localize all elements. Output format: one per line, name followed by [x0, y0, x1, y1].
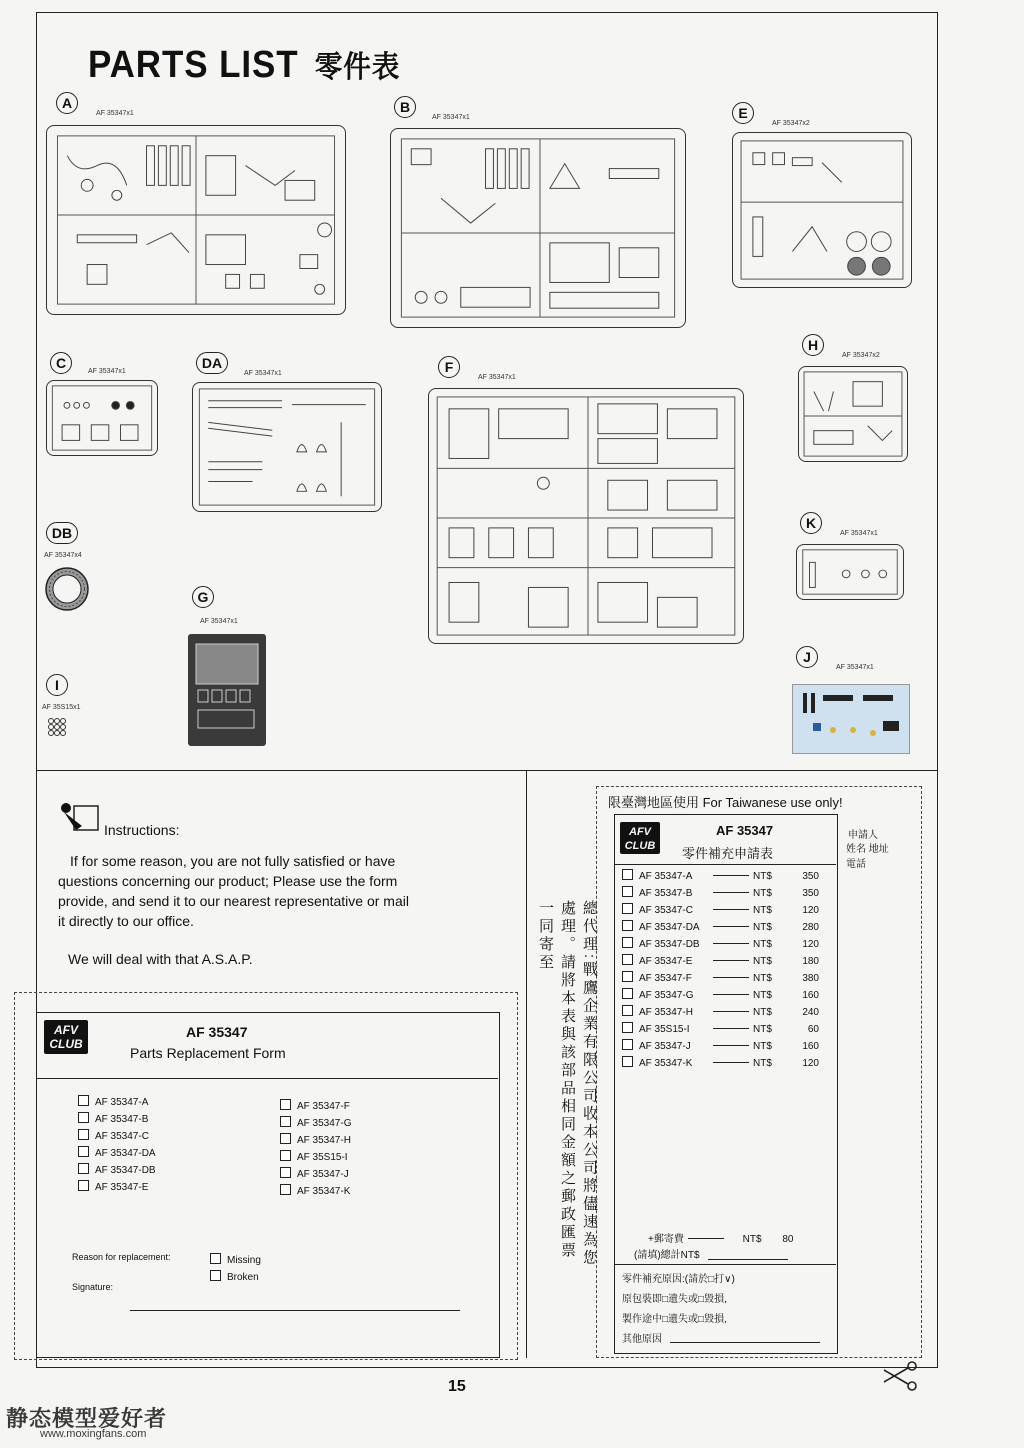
checkbox[interactable] — [622, 903, 633, 914]
item-label: AF 35347-B — [95, 1114, 149, 1125]
sprue-e-drawing — [733, 133, 911, 287]
tw-item-line — [713, 1028, 749, 1029]
tw-item-currency: NT$ — [753, 1007, 772, 1018]
tw-item-line — [713, 977, 749, 978]
item-label: AF 35347-C — [95, 1131, 149, 1142]
sprue-letter-a: A — [56, 92, 78, 114]
checkbox[interactable] — [280, 1184, 291, 1195]
item-label: AF 35347-J — [297, 1169, 349, 1180]
sprue-da-diagram — [192, 382, 382, 512]
form-item-h[interactable] — [280, 1133, 351, 1146]
sprue-g-diagram — [188, 634, 266, 746]
sprue-a-drawing — [47, 126, 345, 314]
tw-form-title: 零件補充申請表 — [682, 846, 774, 861]
checkbox[interactable] — [622, 886, 633, 897]
checkbox[interactable] — [622, 1056, 633, 1067]
tw-item-row[interactable] — [622, 971, 819, 984]
checkbox[interactable] — [622, 920, 633, 931]
sprue-b-diagram — [390, 128, 686, 328]
watermark-logo: 静态模型爱好者 — [6, 1406, 168, 1431]
sprue-c-drawing — [47, 381, 157, 455]
reason-broken[interactable] — [210, 1270, 259, 1283]
sprue-code-da: AF 35347x1 — [244, 370, 282, 377]
checkbox[interactable] — [622, 869, 633, 880]
checkbox[interactable] — [78, 1112, 89, 1123]
checkbox[interactable] — [280, 1133, 291, 1144]
tw-afv-club-logo — [620, 822, 660, 854]
checkbox[interactable] — [622, 988, 633, 999]
tw-item-line — [713, 960, 749, 961]
sprue-e-diagram — [732, 132, 912, 288]
tw-item-line — [713, 943, 749, 944]
tw-item-currency: NT$ — [753, 922, 772, 933]
instructions-body — [58, 851, 498, 969]
section-divider — [36, 770, 938, 771]
tw-item-row[interactable] — [622, 937, 819, 950]
form-item-b[interactable] — [78, 1112, 148, 1125]
tw-item-code: AF 35347-DB — [639, 939, 700, 950]
tw-item-price: 180 — [802, 956, 819, 967]
afv-club-logo — [44, 1020, 88, 1054]
tw-item-currency: NT$ — [753, 939, 772, 950]
checkbox[interactable] — [622, 1005, 633, 1016]
logo-top-text: AFV — [54, 1023, 78, 1037]
tw-item-price: 120 — [802, 939, 819, 950]
broken-label: Broken — [227, 1272, 259, 1283]
sprue-k-diagram — [796, 544, 904, 600]
sprue-code-e: AF 35347x2 — [772, 120, 810, 127]
tw-item-price: 60 — [807, 1024, 819, 1035]
tw-item-line — [713, 994, 749, 995]
sprue-code-g: AF 35347x1 — [200, 618, 238, 625]
postage-currency: NT$ — [742, 1234, 762, 1245]
tw-item-row[interactable] — [622, 869, 819, 882]
form-item-e[interactable] — [78, 1180, 148, 1193]
sprue-h-diagram — [798, 366, 908, 462]
sprue-code-db: AF 35347x4 — [44, 552, 82, 559]
sprue-da-drawing — [193, 383, 381, 511]
signature-label: Signature: — [72, 1282, 114, 1292]
tw-item-code: AF 35347-J — [639, 1041, 691, 1052]
tw-postage-row — [648, 1230, 793, 1245]
sprue-f-drawing — [429, 389, 743, 643]
instructions-line-2: questions concerning our product; Please use the form — [58, 873, 398, 889]
tw-reason-1: 零件補充原因:(請於□打∨) — [622, 1274, 735, 1285]
form-title: Parts Replacement Form — [130, 1045, 286, 1061]
sprue-letter-g: G — [192, 586, 214, 608]
tw-item-currency: NT$ — [753, 1041, 772, 1052]
checkbox[interactable] — [280, 1150, 291, 1161]
form-item-j[interactable] — [280, 1167, 349, 1180]
tw-item-code: AF 35347-B — [639, 888, 693, 899]
tw-item-line — [713, 926, 749, 927]
tw-item-line — [713, 892, 749, 893]
logo-bottom-text: CLUB — [49, 1037, 83, 1051]
tw-item-row[interactable] — [622, 1022, 819, 1035]
wheel-drawing — [44, 566, 90, 612]
sprue-db-diagram — [44, 566, 90, 612]
tw-item-currency: NT$ — [753, 905, 772, 916]
title-en: PARTS LIST — [88, 44, 299, 86]
tw-applicant-label: 申請人 — [848, 830, 878, 841]
form-item-a[interactable] — [78, 1095, 148, 1108]
form-item-f[interactable] — [280, 1099, 350, 1112]
decal-sheet-drawing — [793, 685, 909, 753]
tw-item-price: 350 — [802, 888, 819, 899]
signature-line[interactable] — [130, 1310, 460, 1311]
total-label: (請填)總計NT$ — [634, 1250, 700, 1261]
item-label: AF 35347-DA — [95, 1148, 156, 1159]
item-label: AF 35347-DB — [95, 1165, 156, 1176]
checkbox[interactable] — [78, 1095, 89, 1106]
sprue-c-diagram — [46, 380, 158, 456]
instructions-line-5: We will deal with that A.S.A.P. — [68, 951, 253, 967]
page-title — [88, 42, 400, 87]
item-label: AF 35347-E — [95, 1182, 149, 1193]
tw-other-reason-line[interactable] — [670, 1342, 820, 1343]
tw-item-row[interactable] — [622, 886, 819, 899]
form-item-k[interactable] — [280, 1184, 350, 1197]
sprue-letter-b: B — [394, 96, 416, 118]
tw-item-price: 160 — [802, 990, 819, 1001]
tw-item-code: AF 35347-E — [639, 956, 693, 967]
tw-item-row[interactable] — [622, 954, 819, 967]
tw-item-line — [713, 1011, 749, 1012]
watermark-url: www.moxingfans.com — [40, 1428, 147, 1440]
tw-item-price: 350 — [802, 871, 819, 882]
checkbox[interactable] — [622, 937, 633, 948]
tw-item-code: AF 35347-F — [639, 973, 692, 984]
sprue-i-diagram — [46, 716, 68, 738]
tw-logo-top-text: AFV — [629, 826, 651, 838]
tw-reason-divider — [614, 1264, 836, 1265]
tw-item-price: 120 — [802, 1058, 819, 1069]
sprue-f-diagram — [428, 388, 744, 644]
tw-total-row[interactable] — [634, 1246, 788, 1261]
tw-item-code: AF 35347-G — [639, 990, 694, 1001]
item-label: AF 35347-H — [297, 1135, 351, 1146]
agent-notice — [534, 900, 600, 1270]
tw-banner: 限臺灣地區使用 For Taiwanese use only! — [608, 795, 843, 810]
chain-drawing — [46, 716, 68, 738]
tw-item-price: 160 — [802, 1041, 819, 1052]
tw-item-row[interactable] — [622, 988, 819, 1001]
tw-item-code: AF 35347-H — [639, 1007, 693, 1018]
checkbox[interactable] — [280, 1167, 291, 1178]
checkbox[interactable] — [280, 1116, 291, 1127]
tw-item-currency: NT$ — [753, 888, 772, 899]
form-item-db[interactable] — [78, 1163, 156, 1176]
sprue-code-a: AF 35347x1 — [96, 110, 134, 117]
sprue-letter-i: I — [46, 674, 68, 696]
tw-item-currency: NT$ — [753, 973, 772, 984]
form-kit-number: AF 35347 — [186, 1024, 248, 1040]
form-item-i[interactable] — [280, 1150, 348, 1163]
postage-value: 80 — [782, 1234, 794, 1245]
sprue-letter-da: DA — [196, 352, 228, 374]
postage-line — [688, 1238, 724, 1239]
tw-applicant-fields: 姓名 地址 電話 — [846, 844, 889, 870]
checkbox[interactable] — [280, 1099, 291, 1110]
form-item-g[interactable] — [280, 1116, 351, 1129]
checkbox[interactable] — [210, 1253, 221, 1264]
reason-missing[interactable] — [210, 1253, 261, 1266]
sprue-letter-e: E — [732, 102, 754, 124]
checkbox[interactable] — [78, 1180, 89, 1191]
checkbox[interactable] — [78, 1129, 89, 1140]
checkbox[interactable] — [78, 1163, 89, 1174]
scissors-icon — [880, 1360, 924, 1392]
total-input-line[interactable] — [708, 1259, 788, 1260]
sprue-code-i: AF 35S15x1 — [42, 704, 81, 711]
sprue-b-drawing — [391, 129, 685, 327]
checkbox[interactable] — [622, 954, 633, 965]
photoetch-drawing — [188, 634, 266, 746]
tw-item-row[interactable] — [622, 903, 819, 916]
sprue-code-b: AF 35347x1 — [432, 114, 470, 121]
reason-label: Reason for replacement: — [72, 1252, 171, 1262]
instructions-heading: Instructions: — [104, 822, 180, 838]
sprue-k-drawing — [797, 545, 903, 599]
tw-item-price: 280 — [802, 922, 819, 933]
item-label: AF 35347-K — [297, 1186, 351, 1197]
sprue-letter-f: F — [438, 356, 460, 378]
checkbox[interactable] — [622, 1022, 633, 1033]
checkbox[interactable] — [622, 971, 633, 982]
tw-item-price: 240 — [802, 1007, 819, 1018]
instructions-line-3: provide, and send it to our nearest representative or mail — [58, 893, 409, 909]
tw-item-row[interactable] — [622, 1039, 819, 1052]
item-label: AF 35S15-I — [297, 1152, 348, 1163]
checkbox[interactable] — [210, 1270, 221, 1281]
tw-item-row[interactable] — [622, 920, 819, 933]
sprue-letter-db: DB — [46, 522, 78, 544]
tw-item-line — [713, 909, 749, 910]
sprue-code-c: AF 35347x1 — [88, 368, 126, 375]
instructions-line-1: If for some reason, you are not fully satisfied or have — [70, 853, 396, 869]
item-label: AF 35347-F — [297, 1101, 350, 1112]
sprue-letter-k: K — [800, 512, 822, 534]
form-item-c[interactable] — [78, 1129, 149, 1142]
tw-item-code: AF 35347-K — [639, 1058, 693, 1069]
sprue-letter-j: J — [796, 646, 818, 668]
tw-kit-number: AF 35347 — [716, 823, 774, 838]
sprue-h-drawing — [799, 367, 907, 461]
sprue-code-k: AF 35347x1 — [840, 530, 878, 537]
tw-item-code: AF 35347-C — [639, 905, 693, 916]
tw-item-currency: NT$ — [753, 990, 772, 1001]
tw-logo-bottom-text: CLUB — [624, 840, 656, 852]
tw-item-code: AF 35347-A — [639, 871, 693, 882]
sprue-j-decals — [792, 684, 910, 754]
exclamation-icon — [60, 798, 100, 838]
instructions-line-4: it directly to our office. — [58, 913, 194, 929]
agent-notice-col-1: 總代理:戰鷹企業有限公司收本公司將儘速為您處理。 — [559, 900, 598, 1268]
tw-item-currency: NT$ — [753, 1024, 772, 1035]
missing-label: Missing — [227, 1255, 261, 1266]
title-zh: 零件表 — [314, 51, 401, 84]
tw-item-currency: NT$ — [753, 956, 772, 967]
item-label: AF 35347-A — [95, 1097, 149, 1108]
tw-reason-2[interactable]: 原包裝即□遺失或□毀損, — [622, 1294, 727, 1305]
page-number: 15 — [448, 1378, 466, 1395]
sprue-code-h: AF 35347x2 — [842, 352, 880, 359]
sprue-code-j: AF 35347x1 — [836, 664, 874, 671]
tw-item-price: 120 — [802, 905, 819, 916]
sprue-a-diagram — [46, 125, 346, 315]
item-label: AF 35347-G — [297, 1118, 352, 1129]
sprue-code-f: AF 35347x1 — [478, 374, 516, 381]
form-item-da[interactable] — [78, 1146, 156, 1159]
tw-item-currency: NT$ — [753, 871, 772, 882]
tw-item-line — [713, 875, 749, 876]
tw-item-code: AF 35S15-I — [639, 1024, 690, 1035]
tw-item-price: 380 — [802, 973, 819, 984]
tw-item-line — [713, 1045, 749, 1046]
vertical-divider — [526, 770, 527, 1358]
checkbox[interactable] — [622, 1039, 633, 1050]
checkbox[interactable] — [78, 1146, 89, 1157]
tw-item-row[interactable] — [622, 1056, 819, 1069]
tw-item-row[interactable] — [622, 1005, 819, 1018]
tw-reason-4: 其他原因 — [622, 1334, 662, 1345]
tw-item-code: AF 35347-DA — [639, 922, 700, 933]
tw-reason-3[interactable]: 製作途中□遺失或□毀損, — [622, 1314, 727, 1325]
postage-label: +郵寄費 — [648, 1234, 684, 1245]
tw-item-currency: NT$ — [753, 1058, 772, 1069]
tw-item-line — [713, 1062, 749, 1063]
sprue-letter-c: C — [50, 352, 72, 374]
sprue-letter-h: H — [802, 334, 824, 356]
agent-notice-col-2: 請將本表與該部品相同金額之郵政匯票一同寄至 — [537, 900, 576, 1260]
